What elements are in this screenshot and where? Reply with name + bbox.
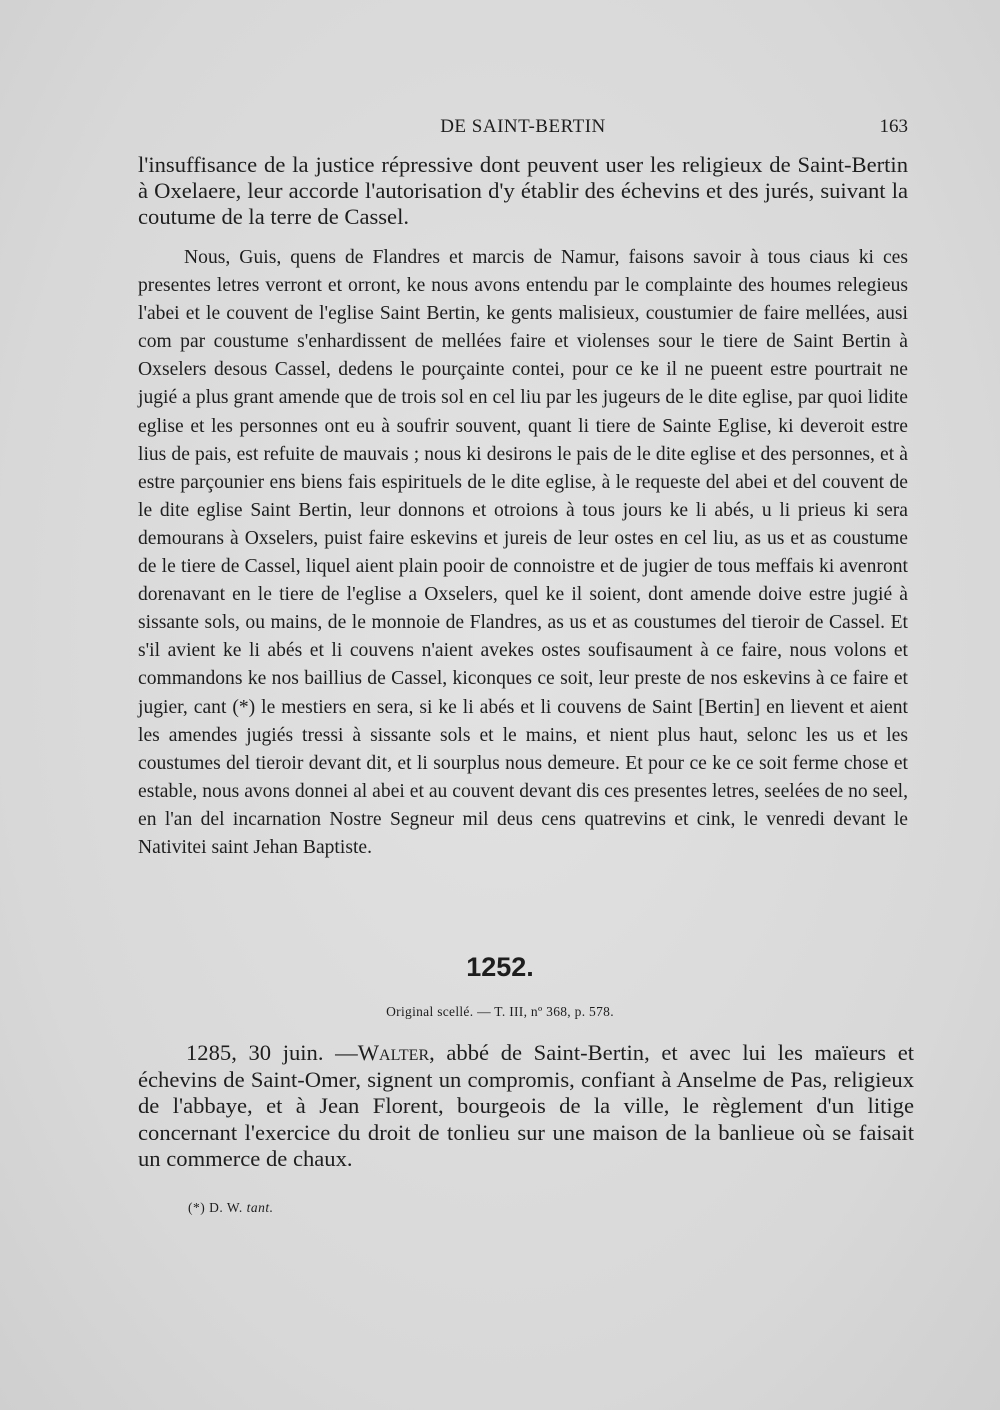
source-reference: Original scellé. — T. III, nº 368, p. 578. [386,1004,614,1019]
footnote-marker: (*) D. W. [188,1200,243,1215]
entry-date: 1285, 30 juin. — [186,1040,358,1065]
running-head: DE SAINT-BERTIN [440,116,606,137]
page-number: 163 [879,116,908,137]
page-header [138,116,908,146]
charter-text: Nous, Guis, quens de Flandres et marcis de Namur, faisons savoir à tous ciaus ki ces presentes letres verront et orront, ke nous avons entendu par le complainte des houmes relegieus l'abei et le couvent de l'eglise Saint Bertin, ke gents malisieux, coustumier de faire mellées, ausi com par coustume s'enhardissent de mellées faire et violenses sour le tiere de Saint Bertin à Oxselers desous Cassel, dedens le pourçainte contei, pour ce ke il ne pueent estre pourtrait ne jugié a plus grant amende que de trois sol en cel liu par les jugeurs de le dite eglise, par quoi lidite eglise et les personnes ont eu à soufrir souvent, quant li tiere de Sainte Eglise, ki deveroit estre lius de pais, est refuite de mauvais ; nous ki desirons le pais de le dite eglise et des personnes, et à estre parçounier ens biens fais espirituels de le dite eglise, à le requeste del abei et del couvent de le dite eglise Saint Bertin, leur donnons et otroions à tous jours ke li abés, u li prieus ki sera demourans à Oxselers, puist faire eskevins et jureis de leur ostes en cel liu, as us et as coustume de le tiere de Cassel, liquel aient plain pooir de connoistre et de jugier de tous meffais ki avenront dorenavant en le tiere de l'eglise a Oxselers, quel ke il soient, dont amende doive estre jugié à sissante sols, ou mains, de le monnoie de Flandres, as us et as coustumes del tieroir de Cassel. Et s'il avient ke li abés et li couvens n'aient avekes ostes soufisaument à ce faire, nous volons et commandons ke nos baillius de Cassel, kiconques ce soit, leur preste de nos eskevins à ce faire et jugier, cant (*) le mestiers en sera, si ke li abés et li couvens de Saint [Bertin] en lievent et aient les amendes jugiés tressi à sissante sols et le mains, et nient plus haut, selonc les us et les coustumes del tieroir devant dit, et li sourplus nous demeure. Et pour ce ke ce soit ferme chose et estable, nous avons donnei al abei et au couvent devant dis ces presentes letres, seelées de no seel, en l'an del incarnation Nostre Segneur mil deus cens quatrevins et cink, le venredi devant le Nativitei saint Jehan Baptiste. [138,247,908,858]
entry-paragraph [138,1040,914,1173]
footnote-text: tant. [246,1200,274,1215]
footnote [188,1200,274,1216]
entry-name: Walter [357,1040,430,1065]
entry-text: , abbé de Saint-Bertin, et avec lui les maïeurs et échevins de Saint-Omer, signent un compromis, confiant à Anselme de Pas, religieux de l'abbaye, et à Jean Florent, bourgeois de la ville, le règlement d'un litige concernant l'exercice du droit de tonlieu sur une maison de la banlieue où se faisait un commerce de chaux. [138,1040,914,1171]
summary-paragraph: l'insuffisance de la justice répressive dont peuvent user les religieux de Saint-Bertin à Oxelaere, leur accorde l'autorisation d'y établir des échevins et des jurés, suivant la coutume de la terre de Cassel. [138,152,908,229]
document-number: 1252. [466,952,534,982]
